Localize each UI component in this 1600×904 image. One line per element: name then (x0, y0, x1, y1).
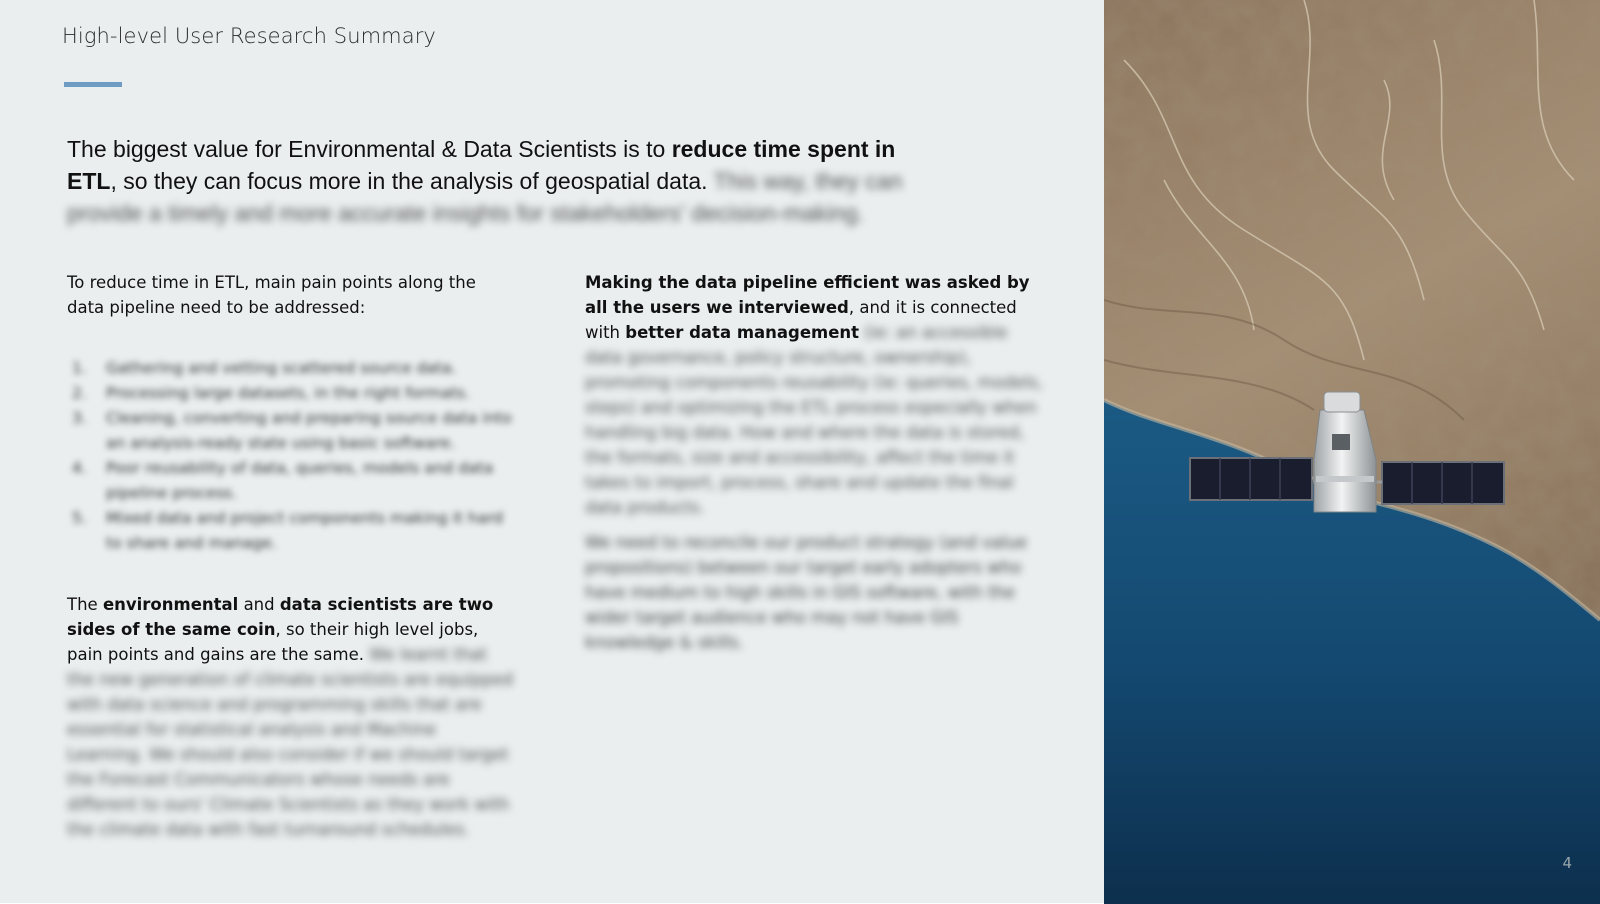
list-number: 2. (72, 384, 87, 402)
pain-points-list (72, 356, 512, 556)
pipeline-text-1: , and it is connected with (585, 298, 1017, 342)
list-number: 1. (72, 359, 87, 377)
pain-points-intro: To reduce time in ETL, main pain points along the data pipeline need to be addressed: (67, 273, 476, 317)
list-text: Mixed data and project components making it hard to share and manage. (106, 509, 504, 552)
list-item (72, 506, 512, 556)
slide-title: High-level User Research Summary (62, 24, 436, 48)
coin-text-3: , so their high level jobs, pain points and gains are the same. (67, 620, 479, 664)
product-strategy-paragraph: We need to reconcile our product strategy (and value propositions) between our target early adopters who have medium to high skills in GIS software, with the wider target audience who may not have GIS knowledge & skills. (585, 533, 1028, 652)
list-number: 3. (72, 409, 87, 427)
satellite-over-coastline-photo (1104, 0, 1600, 904)
coin-blurred-text: We learnt that the new generation of climate scientists are equipped with data science and programming skills that are essential for statistical analysis and Machine Learning. We should also consider if we should target the Forecast Communicators whose needs are different to ours' Climate Scientists as they work with the climate data with fast turnaround schedules. (67, 645, 514, 839)
headline-text-2: , so they can focus more in the analysis of geospatial data. (110, 168, 708, 194)
list-item (72, 356, 512, 381)
headline-blurred-text: This way, they can provide a timely and more accurate insights for stakeholders' decision-making. (67, 168, 903, 226)
list-item (72, 381, 512, 406)
coin-text-1: The (67, 595, 103, 614)
list-item (72, 406, 512, 456)
pipeline-bold-2: better data management (625, 323, 860, 342)
list-item (72, 456, 512, 506)
page-number: 4 (1562, 854, 1572, 872)
headline-bold-1: reduce time spent in ETL (67, 136, 896, 194)
coin-bold-1: environmental (102, 595, 239, 614)
list-text: Cleaning, converting and preparing source data into an analysis-ready state using basic software. (106, 409, 512, 452)
list-text: Poor reusability of data, queries, models and data pipeline process. (106, 459, 494, 502)
list-text: Processing large datasets, in the right formats. (106, 384, 470, 402)
headline-text-1: The biggest value for Environmental & Data Scientists is to (67, 136, 672, 162)
coin-text-2: and (238, 595, 280, 614)
title-accent-rule (64, 82, 122, 87)
list-number: 4. (72, 459, 87, 477)
coin-bold-2: data scientists are two sides of the same coin (67, 595, 494, 639)
list-text: Gathering and vetting scattered source data. (106, 359, 457, 377)
pipeline-bold-1: Making the data pipeline efficient was asked by all the users we interviewed (585, 273, 1030, 317)
pipeline-blurred-text: (ie: an accessible data governance, policy structure, ownership), promoting components reusability (ie: queries, models, steps) and optimizing the ETL process especially when handling big data. How and where the data is stored, the formats, size and accessibility, affect the time it takes to import, process, share and update the final data products. (585, 323, 1043, 517)
list-number: 5. (72, 509, 87, 527)
data-pipeline-paragraph (585, 270, 1045, 520)
headline (67, 133, 927, 229)
two-sides-paragraph (67, 592, 517, 842)
